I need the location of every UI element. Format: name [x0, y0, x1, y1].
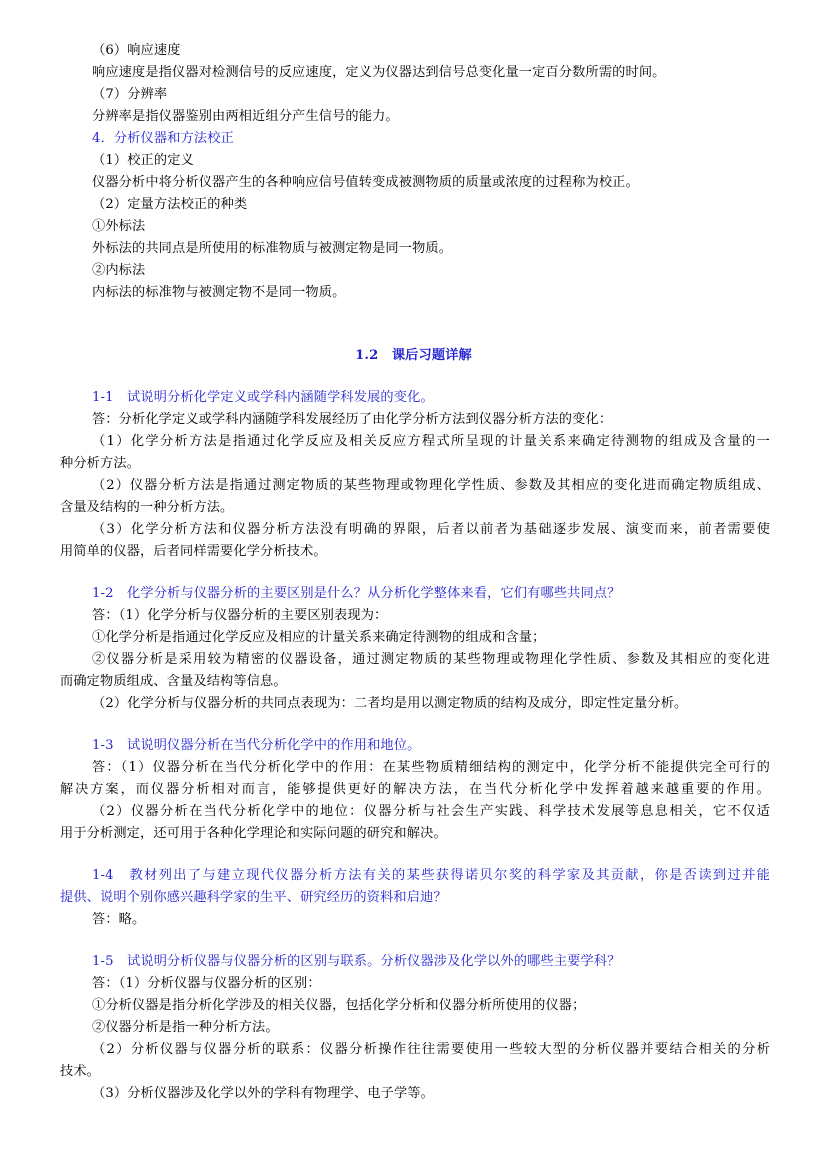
answer-1-1-point-3: （3）化学分析方法和仪器分析方法没有明确的界限，后者以前者为基础逐步发展、演变而来，前者需要使	[92, 522, 770, 537]
answer-1-1-point-1-cont: 种分析方法。	[60, 456, 141, 471]
answer-1-1-point-2-cont: 含量及结构的一种分析方法。	[60, 500, 234, 515]
question-1-5: 1-5 试说明分析仪器与仪器分析的区别与联系。分析仪器涉及化学以外的哪些主要学科？	[92, 954, 621, 969]
answer-1-3-point-2: （2）仪器分析在当代分析化学中的地位：仪器分析与社会生产实践、科学技术发展等息息相关，它不仅适	[92, 804, 770, 819]
answer-1-1-point-3-cont: 用简单的仪器，后者同样需要化学分析技术。	[60, 544, 327, 559]
item-title-internal-standard: ②内标法	[92, 263, 146, 278]
answer-1-2-point-3: （2）化学分析与仪器分析的共同点表现为：二者均是用以测定物质的结构及成分，即定性定量分析。	[92, 696, 688, 711]
question-1-4: 1-4 教材列出了与建立现代仪器分析方法有关的某些获得诺贝尔奖的科学家及其贡献，你是否读到过并能	[92, 868, 770, 883]
question-1-2: 1-2 化学分析与仪器分析的主要区别是什么？从分析化学整体来看，它们有哪些共同点？	[92, 586, 621, 601]
subsection-title-calibration-types: （2）定量方法校正的种类	[92, 197, 248, 212]
question-1-4-cont: 提供、说明个别你感兴趣科学家的生平、研究经历的资料和启迪？	[60, 890, 447, 905]
answer-1-1-intro: 答：分析化学定义或学科内涵随学科发展经历了由化学分析方法到仪器分析方法的变化：	[92, 412, 613, 427]
answer-1-3-point-1-cont: 解决方案，而仪器分析相对而言，能够提供更好的解决方法，在当代分析化学中发挥着越来越重要的作用。	[60, 782, 770, 797]
answer-1-2-point-2-cont: 而确定物质组成、含量及结构等信息。	[60, 674, 287, 689]
heading-calibration: 4．分析仪器和方法校正	[92, 131, 234, 146]
paragraph-calibration-definition: 仪器分析中将分析仪器产生的各种响应信号值转变成被测物质的质量或浓度的过程称为校正。	[92, 175, 639, 190]
subsection-title-resolution: （7）分辨率	[92, 87, 168, 102]
answer-1-2-point-1: ①化学分析是指通过化学反应及相应的计量关系来确定待测物的组成和含量；	[92, 630, 546, 645]
answer-1-5-intro: 答：（1）分析仪器与仪器分析的区别：	[92, 976, 321, 991]
paragraph-internal-standard: 内标法的标准物与被测定物不是同一物质。	[92, 285, 346, 300]
answer-1-3-point-2-cont: 用于分析测定，还可用于各种化学理论和实际问题的研究和解决。	[60, 826, 447, 841]
answer-1-5-point-4: （3）分析仪器涉及化学以外的学科有物理学、电子学等。	[92, 1086, 434, 1101]
answer-1-4: 答：略。	[92, 912, 146, 927]
answer-1-5-point-2: ②仪器分析是指一种分析方法。	[92, 1020, 279, 1035]
answer-1-1-point-1: （1）化学分析方法是指通过化学反应及相关反应方程式所呈现的计量关系来确定待测物的组成及含量的一	[92, 434, 770, 449]
answer-1-3-point-1: 答：（1）仪器分析在当代分析化学中的作用：在某些物质精细结构的测定中，化学分析不能提供完全可行的	[92, 760, 770, 775]
question-1-3: 1-3 试说明仪器分析在当代分析化学中的作用和地位。	[92, 738, 421, 753]
answer-1-5-point-3-cont: 技术。	[60, 1064, 101, 1079]
answer-1-2-intro: 答：（1）化学分析与仪器分析的主要区别表现为：	[92, 608, 388, 623]
section-title: 1.2 课后习题详解	[355, 348, 472, 363]
item-title-external-standard: ①外标法	[92, 219, 146, 234]
subsection-title-response-speed: （6）响应速度	[92, 43, 181, 58]
answer-1-2-point-2: ②仪器分析是采用较为精密的仪器设备，通过测定物质的某些物理或物理化学性质、参数及其相应的变化进	[92, 652, 770, 667]
question-1-1: 1-1 试说明分析化学定义或学科内涵随学科发展的变化。	[92, 390, 434, 405]
answer-1-5-point-1: ①分析仪器是指分析化学涉及的相关仪器，包括化学分析和仪器分析所使用的仪器；	[92, 998, 586, 1013]
subsection-title-calibration-definition: （1）校正的定义	[92, 153, 194, 168]
paragraph-response-speed: 响应速度是指仪器对检测信号的反应速度，定义为仪器达到信号总变化量一定百分数所需的时间。	[92, 65, 666, 80]
answer-1-5-point-3: （2）分析仪器与仪器分析的联系：仪器分析操作往往需要使用一些较大型的分析仪器并要结合相关的分析	[92, 1042, 770, 1057]
paragraph-resolution: 分辨率是指仪器鉴别由两相近组分产生信号的能力。	[92, 109, 399, 124]
answer-1-1-point-2: （2）仪器分析方法是指通过测定物质的某些物理或物理化学性质、参数及其相应的变化进而确定物质组成、	[92, 478, 770, 493]
paragraph-external-standard: 外标法的共同点是所使用的标准物质与被测定物是同一物质。	[92, 241, 453, 256]
